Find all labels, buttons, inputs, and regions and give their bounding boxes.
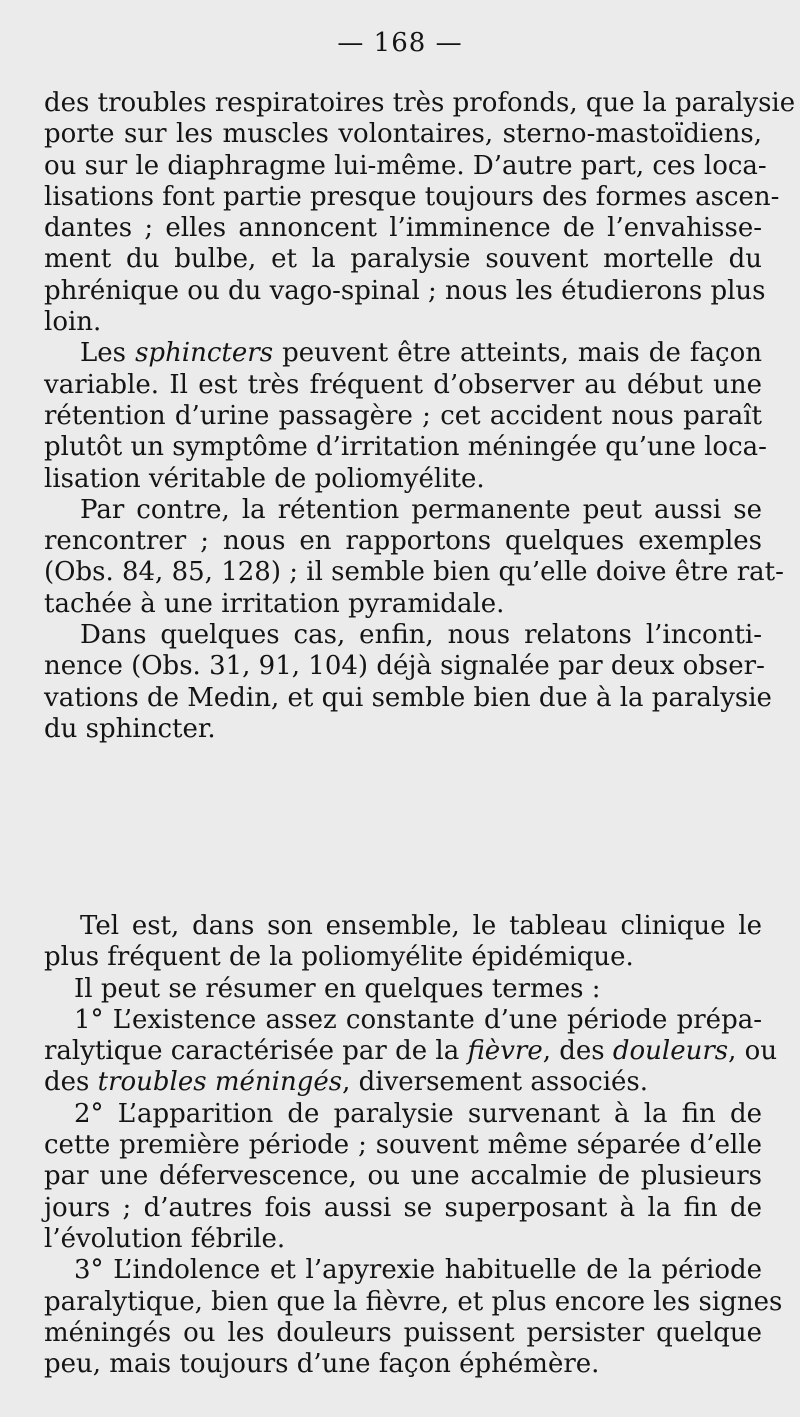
text-line: Il peut se résumer en quelques termes :: [74, 973, 601, 1004]
text-line: variable. Il est très fréquent d’observer au début une: [44, 369, 762, 400]
text-line: ment du bulbe, et la paralysie souvent mortelle du: [44, 244, 762, 275]
text-line: plus fréquent de la poliomyélite épidémique.: [44, 942, 634, 973]
text-line: vations de Medin, et qui semble bien due à la paralysie: [44, 682, 772, 713]
text-line: Tel est, dans son ensemble, le tableau clinique le: [80, 911, 762, 941]
text-line: Par contre, la rétention permanente peut aussi se: [80, 494, 762, 525]
list-item-2: 2° L’apparition de paralysie survenant à la fin de: [74, 1098, 762, 1129]
text-line: du sphincter.: [44, 713, 216, 744]
text-line: Les sphincters peuvent être atteints, mais de façon: [80, 338, 762, 369]
text-line: rétention d’urine passagère ; cet accident nous paraît: [44, 400, 762, 431]
text-line: phrénique ou du vago-spinal ; nous les étudierons plus: [44, 275, 766, 306]
text-section-sphincters: [44, 88, 796, 745]
page-number: — 168 —: [337, 28, 463, 58]
text-line: l’évolution fébrile.: [44, 1223, 286, 1254]
italic-term: fièvre: [467, 1036, 543, 1067]
text-line: Dans quelques cas, enfin, nous relatons l’inconti-: [80, 620, 762, 651]
text-line: tachée à une irritation pyramidale.: [44, 588, 505, 619]
text-line: par une défervescence, ou une accalmie de plusieurs: [44, 1161, 762, 1192]
italic-term: sphincters: [135, 338, 274, 369]
text-line: rencontrer ; nous en rapportons quelques exemples: [44, 526, 762, 557]
text-line: jours ; d’autres fois aussi se superposant à la fin de: [44, 1192, 762, 1223]
text-line: lisations font partie presque toujours des formes ascen-: [44, 181, 780, 212]
text-line: porte sur les muscles volontaires, sterno-mastoïdiens,: [44, 119, 762, 150]
text-line: dantes ; elles annoncent l’imminence de l’envahisse-: [44, 213, 762, 244]
text-line: cette première période ; souvent même séparée d’elle: [44, 1130, 762, 1161]
text-line: peu, mais toujours d’une façon éphémère.: [44, 1349, 600, 1380]
text-line: loin.: [44, 307, 102, 338]
text-line: plutôt un symptôme d’irritation méningée qu’une loca-: [44, 432, 767, 463]
text-line: paralytique, bien que la fièvre, et plus encore les signes: [44, 1286, 783, 1317]
text-line: méningés ou les douleurs puissent persister quelque: [44, 1317, 762, 1348]
text-line: lisation véritable de poliomyélite.: [44, 463, 485, 494]
text-line: des troubles méningés, diversement associés.: [44, 1067, 649, 1098]
text-line: nence (Obs. 31, 91, 104) déjà signalée par deux obser-: [44, 651, 765, 682]
text-line: ou sur le diaphragme lui-même. D’autre part, ces loca-: [44, 150, 767, 181]
list-item-1: 1° L’existence assez constante d’une période prépa-: [74, 1004, 762, 1035]
text-line: (Obs. 84, 85, 128) ; il semble bien qu’elle doive être rat-: [44, 557, 784, 588]
italic-term: troubles méningés: [97, 1067, 343, 1098]
text-section-summary: [44, 911, 783, 1380]
text-line: ralytique caractérisée par de la fièvre, des douleurs, ou: [44, 1036, 778, 1067]
text-line: des troubles respiratoires très profonds, que la paralysie: [44, 88, 796, 118]
list-item-3: 3° L’indolence et l’apyrexie habituelle de la période: [74, 1255, 762, 1286]
italic-term: douleurs: [612, 1036, 729, 1067]
